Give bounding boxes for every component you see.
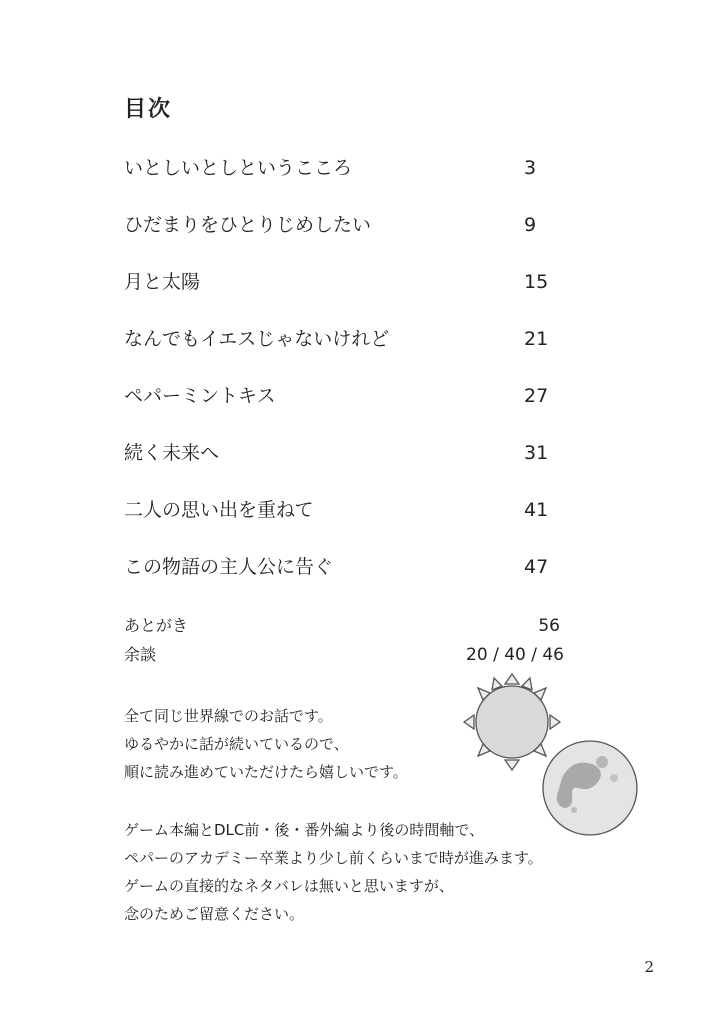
toc-entry-page: 3 (524, 157, 537, 179)
aside-label: 余談 (124, 645, 157, 664)
toc-entry-title: 続く未来へ (124, 442, 220, 464)
toc-entry-title: この物語の主人公に告ぐ (124, 556, 334, 578)
toc-title: 目次 (124, 96, 173, 122)
note-line: 順に読み進めていただけたら嬉しいです。 (124, 763, 408, 781)
note-line: ゲームの直接的なネタバレは無いと思いますが、 (124, 877, 454, 895)
toc-entry-page: 41 (524, 499, 549, 521)
toc-entry (124, 496, 554, 524)
sun-moon-illustration (450, 660, 660, 840)
toc-entry-title: ペパーミントキス (124, 385, 276, 407)
moon-icon (543, 741, 637, 835)
toc-entry (124, 268, 554, 296)
toc-afterword (124, 614, 564, 638)
toc-entry-title: なんでもイエスじゃないけれど (124, 328, 390, 350)
toc-entry-page: 47 (524, 556, 549, 578)
afterword-page: 56 (538, 616, 560, 636)
aside-pages: 20 / 40 / 46 (466, 645, 564, 665)
afterword-label: あとがき (124, 616, 189, 635)
note-line: ペパーのアカデミー卒業より少し前くらいまで時が進みます。 (124, 849, 543, 867)
toc-entry-title: いとしいとしというこころ (124, 157, 353, 179)
toc-entry (124, 439, 554, 467)
toc-entry (124, 154, 554, 182)
toc-entry-page: 21 (524, 328, 549, 350)
note-line: ゆるやかに話が続いているので、 (124, 735, 349, 753)
toc-entry-title: ひだまりをひとりじめしたい (124, 214, 372, 236)
page-number: 2 (644, 958, 654, 976)
note-paragraph-1 (124, 702, 408, 786)
note-line: ゲーム本編とDLC前・後・番外編より後の時間軸で、 (124, 821, 485, 839)
note-line: 念のためご留意ください。 (124, 905, 305, 923)
toc-entry-page: 27 (524, 385, 549, 407)
toc-entry-page: 9 (524, 214, 537, 236)
toc-entry (124, 211, 554, 239)
toc-entry (124, 382, 554, 410)
toc-entry-title: 月と太陽 (124, 271, 201, 293)
toc-entry (124, 553, 554, 581)
note-line: 全て同じ世界線でのお話です。 (124, 707, 333, 725)
toc-entry-page: 15 (524, 271, 549, 293)
toc-entry (124, 325, 554, 353)
toc-entry-page: 31 (524, 442, 549, 464)
toc-entry-title: 二人の思い出を重ねて (124, 499, 314, 521)
sun-icon (464, 674, 560, 770)
